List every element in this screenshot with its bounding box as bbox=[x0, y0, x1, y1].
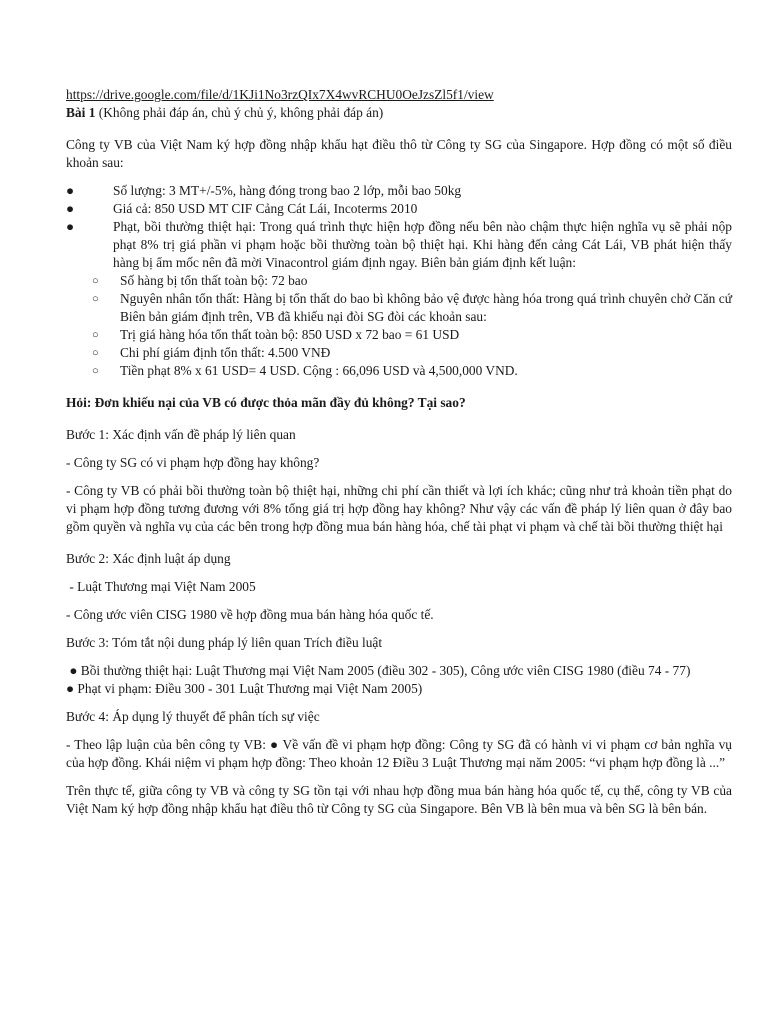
list-item bbox=[66, 218, 732, 272]
step-3-item-2: ● Phạt vi phạm: Điều 300 - 301 Luật Thương mại Việt Nam 2005) bbox=[66, 681, 423, 696]
step-4-paragraph-1: - Theo lập luận của bên công ty VB: ● Về vấn đề vi phạm hợp đồng: Công ty SG đã có hành vi vi phạm cơ bản nghĩa vụ của hợp đồng. Khái niệm vi phạm hợp đồng: Theo khoản 12 Điều 3 Luật Thương mại năm 2005: “vi phạm hợp đồng là ...” bbox=[66, 737, 732, 770]
list-item-text: Giá cả: 850 USD MT CIF Cảng Cát Lái, Incoterms 2010 bbox=[113, 201, 418, 216]
circle-bullet-icon: ○ bbox=[92, 293, 99, 305]
step-2-law-2: - Công ước viên CISG 1980 về hợp đồng mua bán hàng hóa quốc tế. bbox=[66, 607, 434, 622]
step-1-question-2: - Công ty VB có phải bồi thường toàn bộ thiệt hại, những chi phí cần thiết và lợi ích khác; cũng như trả khoản tiền phạt do vi phạm hợp đồng tương đương với 8% tổng giá trị hợp đồng hay không? Như vậy các vấn đề pháp lý liên quan ở đây bao gồm quyền và nghĩa vụ của các bên trong hợp đồng mua bán hàng hóa, chế tài phạt vi phạm và chế tài bồi thường thiệt hại bbox=[66, 483, 732, 534]
sub-list-item bbox=[66, 290, 732, 326]
sub-list-item-text: Chi phí giám định tổn thất: 4.500 VNĐ bbox=[120, 345, 331, 360]
question-heading: Hỏi: Đơn khiếu nại của VB có được thỏa mãn đầy đủ không? Tại sao? bbox=[66, 395, 466, 410]
sub-list-item-text: Số hàng bị tổn thất toàn bộ: 72 bao bbox=[120, 273, 308, 288]
source-link[interactable] bbox=[66, 86, 732, 104]
sub-list-item bbox=[66, 326, 732, 344]
step-3-heading: Bước 3: Tóm tắt nội dung pháp lý liên quan Trích điều luật bbox=[66, 635, 383, 650]
step-2-law-1: - Luật Thương mại Việt Nam 2005 bbox=[66, 579, 256, 594]
sub-list-item bbox=[66, 362, 732, 380]
source-url[interactable]: https://drive.google.com/file/d/1KJi1No3rzQIx7X4wvRCHU0OeJzsZl5f1/view bbox=[66, 87, 494, 102]
step-4-paragraph-2: Trên thực tế, giữa công ty VB và công ty SG tồn tại với nhau hợp đồng mua bán hàng hóa quốc tế, cụ thể, công ty VB của Việt Nam ký hợp đồng nhập khẩu hạt điều thô từ Công ty SG của Singapore. Bên VB là bên mua và bên SG là bên bán. bbox=[66, 783, 732, 816]
sub-list-item-text: Tiền phạt 8% x 61 USD= 4 USD. Cộng : 66,096 USD và 4,500,000 VND. bbox=[120, 363, 518, 378]
bullet-icon: ● bbox=[66, 183, 75, 198]
exercise-title bbox=[66, 104, 732, 122]
step-1-question-1: - Công ty SG có vi phạm hợp đồng hay không? bbox=[66, 455, 320, 470]
list-item-text: Số lượng: 3 MT+/-5%, hàng đóng trong bao 2 lớp, mỗi bao 50kg bbox=[113, 183, 462, 198]
intro-paragraph: Công ty VB của Việt Nam ký hợp đồng nhập khẩu hạt điều thô từ Công ty SG của Singapore. Hợp đồng có một số điều khoản sau: bbox=[66, 137, 732, 170]
terms-list bbox=[66, 182, 732, 380]
circle-bullet-icon: ○ bbox=[92, 329, 99, 341]
sub-list-item-text: Nguyên nhân tổn thất: Hàng bị tổn thất do bao bì không bảo vệ được hàng hóa trong quá trình chuyên chở Căn cứ Biên bản giám định trên, VB đã khiếu nại đòi SG đòi các khoản sau: bbox=[120, 291, 732, 324]
circle-bullet-icon: ○ bbox=[92, 275, 99, 287]
step-1-heading: Bước 1: Xác định vấn đề pháp lý liên quan bbox=[66, 427, 296, 442]
list-item bbox=[66, 200, 732, 218]
sub-list-item bbox=[66, 344, 732, 362]
bullet-icon: ● bbox=[66, 219, 75, 234]
list-item-text: Phạt, bồi thường thiệt hại: Trong quá trình thực hiện hợp đồng nếu bên nào chậm thực hiện nghĩa vụ sẽ phải nộp phạt 8% trị giá phần vi phạm hoặc bồi thường toàn bộ thiệt hại. Khi hàng đến cảng Cát Lái, VB phát hiện thấy hàng bị ẩm mốc nên đã mời Vinacontrol giám định ngay. Biên bản giám định kết luận: bbox=[113, 219, 732, 270]
bullet-icon: ● bbox=[66, 201, 75, 216]
document-page bbox=[66, 86, 732, 818]
step-4-heading: Bước 4: Áp dụng lý thuyết để phân tích sự việc bbox=[66, 709, 320, 724]
sub-list-item-text: Trị giá hàng hóa tổn thất toàn bộ: 850 USD x 72 bao = 61 USD bbox=[120, 327, 460, 342]
exercise-title-note: (Không phải đáp án, chủ ý chủ ý, không phải đáp án) bbox=[95, 105, 384, 120]
sub-list-item bbox=[66, 272, 732, 290]
step-3-item-1: ● Bồi thường thiệt hại: Luật Thương mại Việt Nam 2005 (điều 302 - 305), Công ước viên CISG 1980 (điều 74 - 77) bbox=[66, 663, 691, 678]
step-2-heading: Bước 2: Xác định luật áp dụng bbox=[66, 551, 231, 566]
circle-bullet-icon: ○ bbox=[92, 347, 99, 359]
exercise-title-bold: Bài 1 bbox=[66, 105, 96, 120]
circle-bullet-icon: ○ bbox=[92, 365, 99, 377]
list-item bbox=[66, 182, 732, 200]
